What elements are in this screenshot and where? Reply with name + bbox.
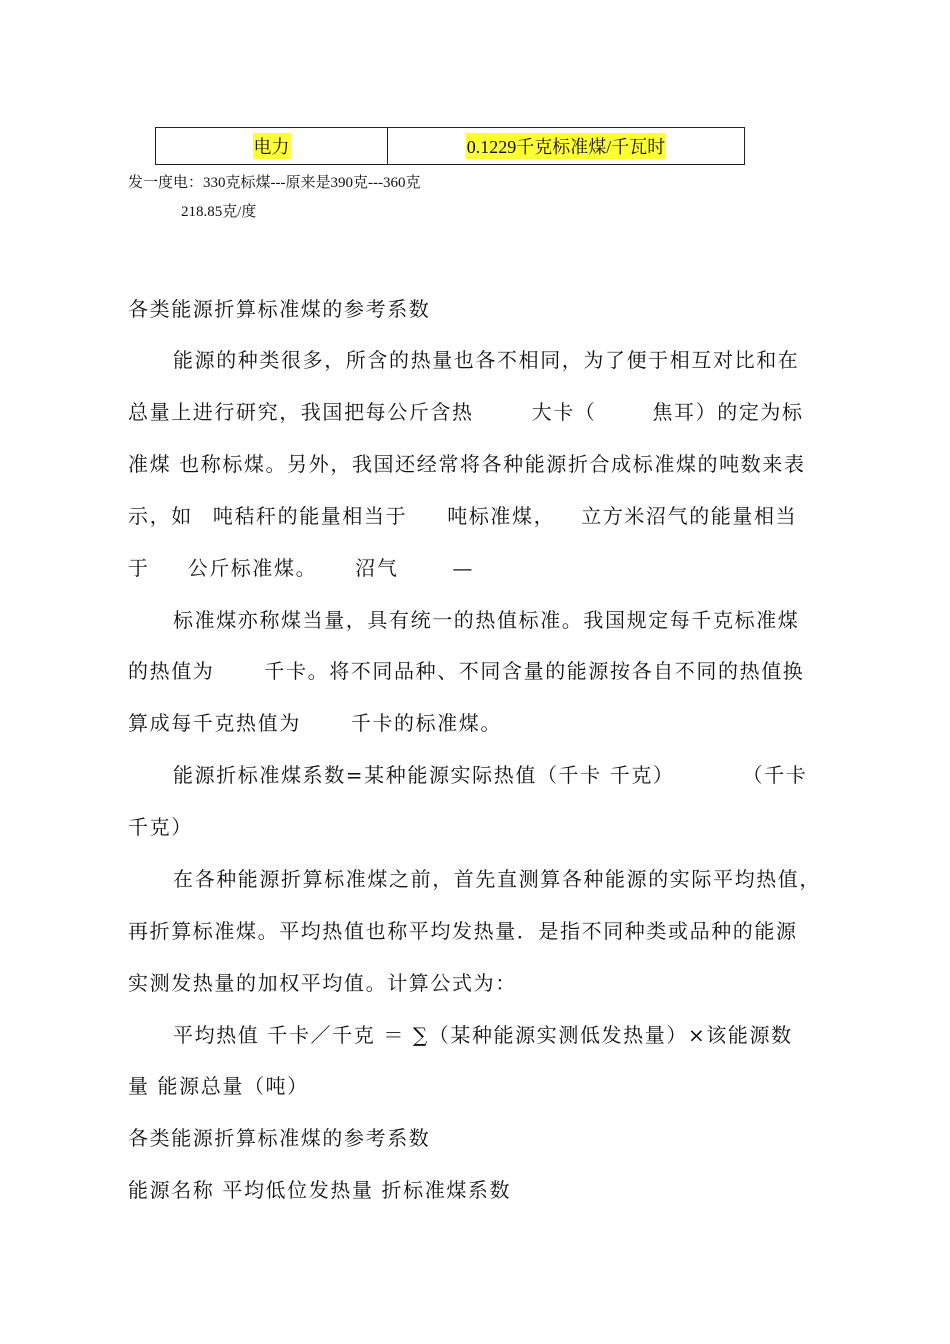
note-line-2: 218.85克/度 xyxy=(181,204,257,220)
formula-line: 千克） xyxy=(128,815,193,839)
paragraph-line: 于 公斤标准煤。 沼气 — xyxy=(128,556,475,580)
data-table xyxy=(155,127,745,165)
highlighted-text: 0.1229千克标准煤/千瓦时 xyxy=(466,133,667,159)
paragraph-line: 的热值为 千卡。将不同品种、不同含量的能源按各自不同的热值换 xyxy=(128,659,805,683)
paragraph-line: 在各种能源折算标准煤之前，首先直测算各种能源的实际平均热值， xyxy=(173,867,821,891)
section-title-2: 各类能源折算标准煤的参考系数 xyxy=(128,1126,431,1150)
paragraph-line: 示，如 吨秸秆的能量相当于 吨标准煤， 立方米沼气的能量相当 xyxy=(128,504,798,528)
paragraph-line: 标准煤亦称煤当量，具有统一的热值标准。我国规定每千克标准煤 xyxy=(173,608,800,632)
formula-line: 平均热值 千卡／千克 ＝ ∑（某种能源实测低发热量）×该能源数 xyxy=(173,1023,793,1047)
paragraph-line: 再折算标准煤。平均热值也称平均发热量．是指不同种类或品种的能源 xyxy=(128,919,798,943)
paragraph-line: 能源的种类很多，所含的热量也各不相同，为了便于相互对比和在 xyxy=(173,348,800,372)
section-title: 各类能源折算标准煤的参考系数 xyxy=(128,297,431,321)
table-cell-energy-name xyxy=(156,128,388,164)
formula-line: 量 能源总量（吨） xyxy=(128,1074,309,1098)
table-cell-coefficient xyxy=(388,128,744,164)
highlighted-text: 电力 xyxy=(253,133,291,159)
note-line-1: 发一度电：330克标煤---原来是390克---360克 xyxy=(128,175,421,191)
paragraph-line: 总量上进行研究，我国把每公斤含热 大卡（ 焦耳）的定为标 xyxy=(128,400,804,424)
table-header-line: 能源名称 平均低位发热量 折标准煤系数 xyxy=(128,1178,512,1202)
paragraph-line: 准煤 也称标煤。另外，我国还经常将各种能源折合成标准煤的吨数来表 xyxy=(128,452,806,476)
paragraph-line: 实测发热量的加权平均值。计算公式为： xyxy=(128,971,517,995)
formula-line: 能源折标准煤系数=某种能源实际热值（千卡 千克） （千卡 xyxy=(173,763,808,787)
paragraph-line: 算成每千克热值为 千卡的标准煤。 xyxy=(128,711,503,735)
